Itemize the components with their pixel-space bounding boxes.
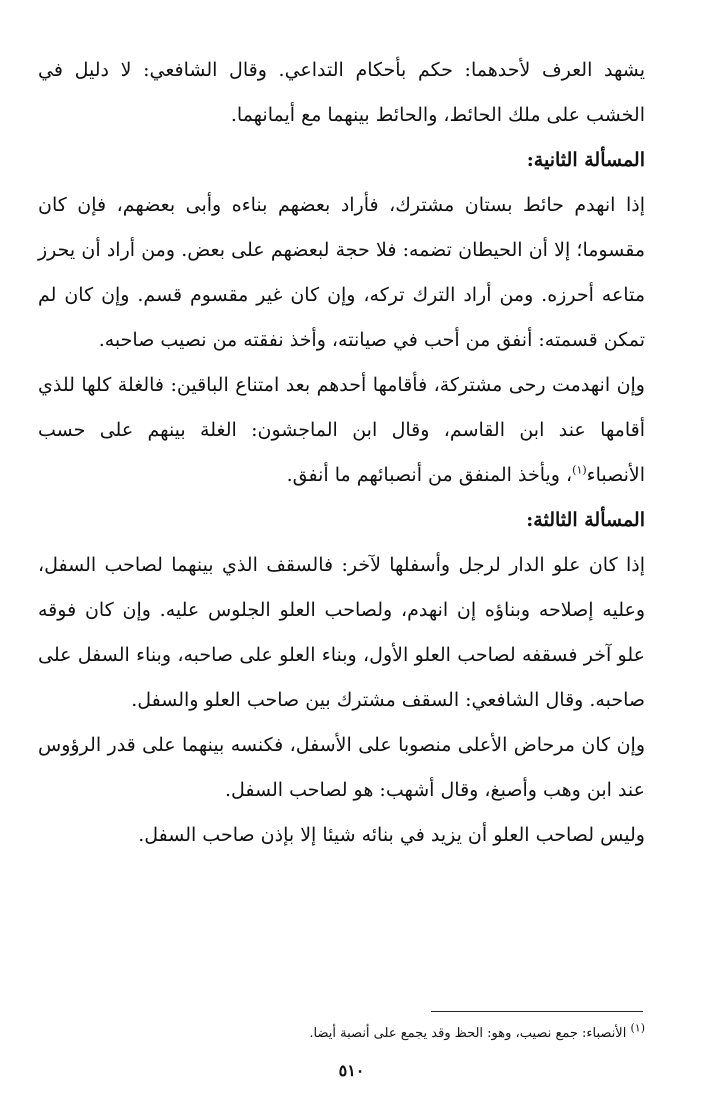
section-heading-3: المسألة الثالثة: xyxy=(526,509,645,531)
paragraph-3-text: وإن انهدمت رحى مشتركة، فأقامها أحدهم بعد امتناع الباقين: فالغلة كلها للذي أقامها عند ابن القاسم، وقال ابن الماجشون: الغلة بينهم على حسب الأنصباء xyxy=(38,374,645,486)
footnote-reference: (١) xyxy=(572,463,587,477)
footnote xyxy=(38,1023,645,1045)
paragraph-3-end: ، ويأخذ المنفق من أنصبائهم ما أنفق. xyxy=(286,464,573,486)
footnote-marker: (١) xyxy=(630,1021,645,1035)
page-number: ٥١٠ xyxy=(338,1061,365,1080)
paragraph-3 xyxy=(38,363,645,498)
main-text xyxy=(38,48,645,858)
paragraph-1: يشهد العرف لأحدهما: حكم بأحكام التداعي. وقال الشافعي: لا دليل في الخشب على ملك الحائط، والحائط بينهما مع أيمانهما. xyxy=(38,59,645,126)
paragraph-4: إذا كان علو الدار لرجل وأسفلها لآخر: فالسقف الذي بينهما لصاحب السفل، وعليه إصلاحه وبناؤه إن انهدم، ولصاحب العلو الجلوس عليه. وإن كان فوقه علو آخر فسقفه لصاحب العلو الأول، وبناء العلو على صاحبه، وبناء السفل على صاحبه. وقال الشافعي: السقف مشترك بين صاحب العلو والسفل. xyxy=(38,554,645,711)
section-heading-2: المسألة الثانية: xyxy=(526,149,645,171)
footnote-divider xyxy=(431,1011,643,1012)
footnote-text: الأنصباء: جمع نصيب، وهو: الحظ وقد يجمع على أنصبة أيضا. xyxy=(309,1026,627,1041)
paragraph-6: وليس لصاحب العلو أن يزيد في بنائه شيئا إلا بإذن صاحب السفل. xyxy=(138,824,645,846)
paragraph-2: إذا انهدم حائط بستان مشترك، فأراد بعضهم بناءه وأبى بعضهم، فإن كان مقسوما؛ إلا أن الحيطان تضمه: فلا حجة لبعضهم على بعض. ومن أراد أن يحرز متاعه أحرزه. ومن أراد الترك تركه، وإن كان غير مقسوم قسم. وإن كان لم تمكن قسمته: أنفق من أحب في صيانته، وأخذ نفقته من نصيب صاحبه. xyxy=(38,194,645,351)
paragraph-5: وإن كان مرحاض الأعلى منصوبا على الأسفل، فكنسه بينهما على قدر الرؤوس عند ابن وهب وأصبغ، وقال أشهب: هو لصاحب السفل. xyxy=(38,734,645,801)
